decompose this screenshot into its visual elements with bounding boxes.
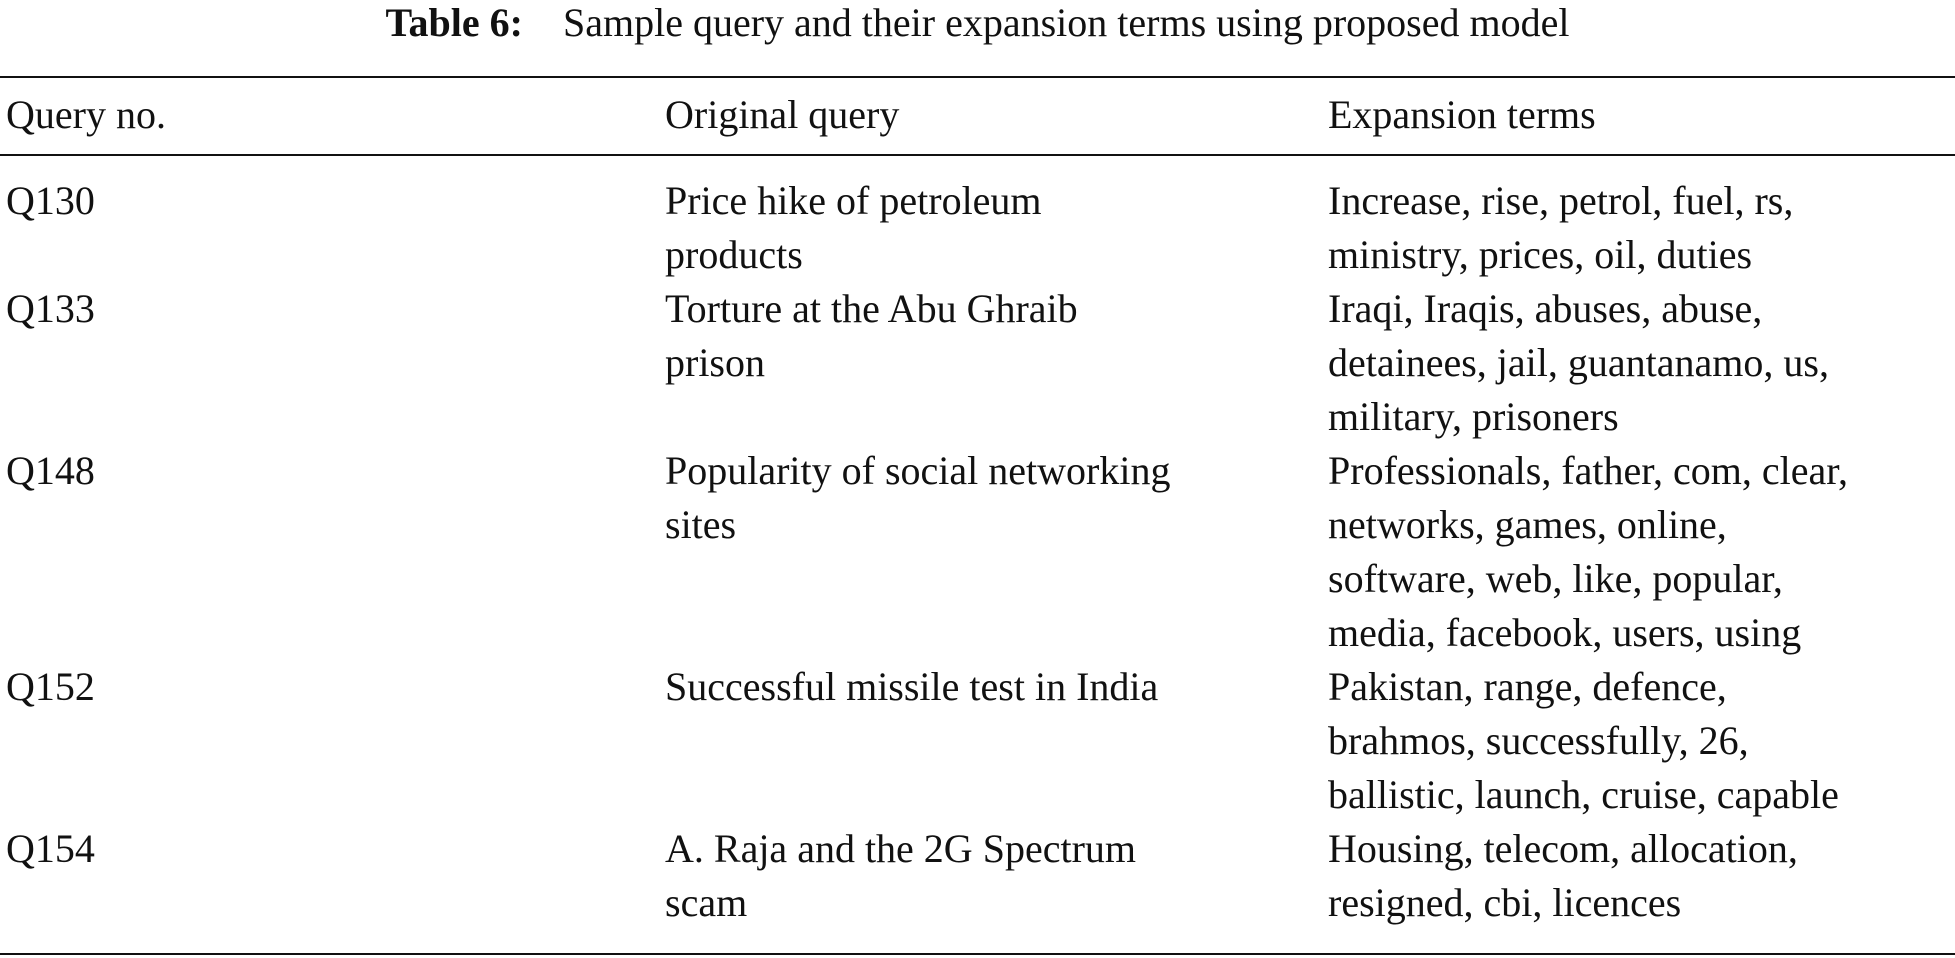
header-expansion-terms: Expansion terms bbox=[1328, 92, 1596, 137]
cell-query-no: Q154 bbox=[6, 826, 95, 871]
cell-line: ministry, prices, oil, duties bbox=[1328, 232, 1753, 277]
cell-expansion-terms bbox=[1328, 660, 1953, 822]
cell-line: software, web, like, popular, bbox=[1328, 556, 1783, 601]
cell-query-no: Q152 bbox=[6, 664, 95, 709]
cell-line: products bbox=[665, 232, 803, 277]
cell-original-query bbox=[665, 660, 1305, 714]
cell-line: military, prisoners bbox=[1328, 394, 1619, 439]
cell-line: Professionals, father, com, clear, bbox=[1328, 448, 1848, 493]
cell-line: prison bbox=[665, 340, 765, 385]
cell-expansion-terms bbox=[1328, 822, 1953, 930]
cell-line: networks, games, online, bbox=[1328, 502, 1727, 547]
cell-line: Pakistan, range, defence, bbox=[1328, 664, 1727, 709]
cell-query-no: Q133 bbox=[6, 286, 95, 331]
cell-line: media, facebook, users, using bbox=[1328, 610, 1802, 655]
table-header-row bbox=[0, 78, 1955, 154]
table-caption-spacer bbox=[533, 0, 553, 45]
cell-line: Successful missile test in India bbox=[665, 664, 1159, 709]
table-caption-text: Sample query and their expansion terms using proposed model bbox=[562, 0, 1570, 45]
header-original-query: Original query bbox=[665, 92, 900, 137]
cell-query-no: Q148 bbox=[6, 448, 95, 493]
cell-line: Popularity of social networking bbox=[665, 448, 1171, 493]
cell-original-query bbox=[665, 174, 1305, 282]
cell-line: scam bbox=[665, 880, 748, 925]
cell-line: resigned, cbi, licences bbox=[1328, 880, 1682, 925]
cell-line: ballistic, launch, cruise, capable bbox=[1328, 772, 1839, 817]
table-bottom-rule bbox=[0, 953, 1955, 955]
cell-line: detainees, jail, guantanamo, us, bbox=[1328, 340, 1829, 385]
cell-original-query bbox=[665, 282, 1305, 390]
table-caption-label: Table 6: bbox=[385, 0, 523, 45]
cell-line: Increase, rise, petrol, fuel, rs, bbox=[1328, 178, 1794, 223]
table-caption bbox=[0, 0, 1955, 50]
cell-expansion-terms bbox=[1328, 444, 1953, 660]
cell-line: Price hike of petroleum bbox=[665, 178, 1042, 223]
cell-query-no: Q130 bbox=[6, 178, 95, 223]
cell-line: Iraqi, Iraqis, abuses, abuse, bbox=[1328, 286, 1763, 331]
cell-line: sites bbox=[665, 502, 737, 547]
cell-expansion-terms bbox=[1328, 174, 1953, 282]
cell-line: Torture at the Abu Ghraib bbox=[665, 286, 1078, 331]
cell-expansion-terms bbox=[1328, 282, 1953, 444]
table-header-rule bbox=[0, 154, 1955, 156]
cell-line: brahmos, successfully, 26, bbox=[1328, 718, 1749, 763]
cell-original-query bbox=[665, 822, 1305, 930]
cell-original-query bbox=[665, 444, 1305, 552]
header-query-no: Query no. bbox=[6, 92, 166, 137]
cell-line: Housing, telecom, allocation, bbox=[1328, 826, 1798, 871]
cell-line: A. Raja and the 2G Spectrum bbox=[665, 826, 1136, 871]
